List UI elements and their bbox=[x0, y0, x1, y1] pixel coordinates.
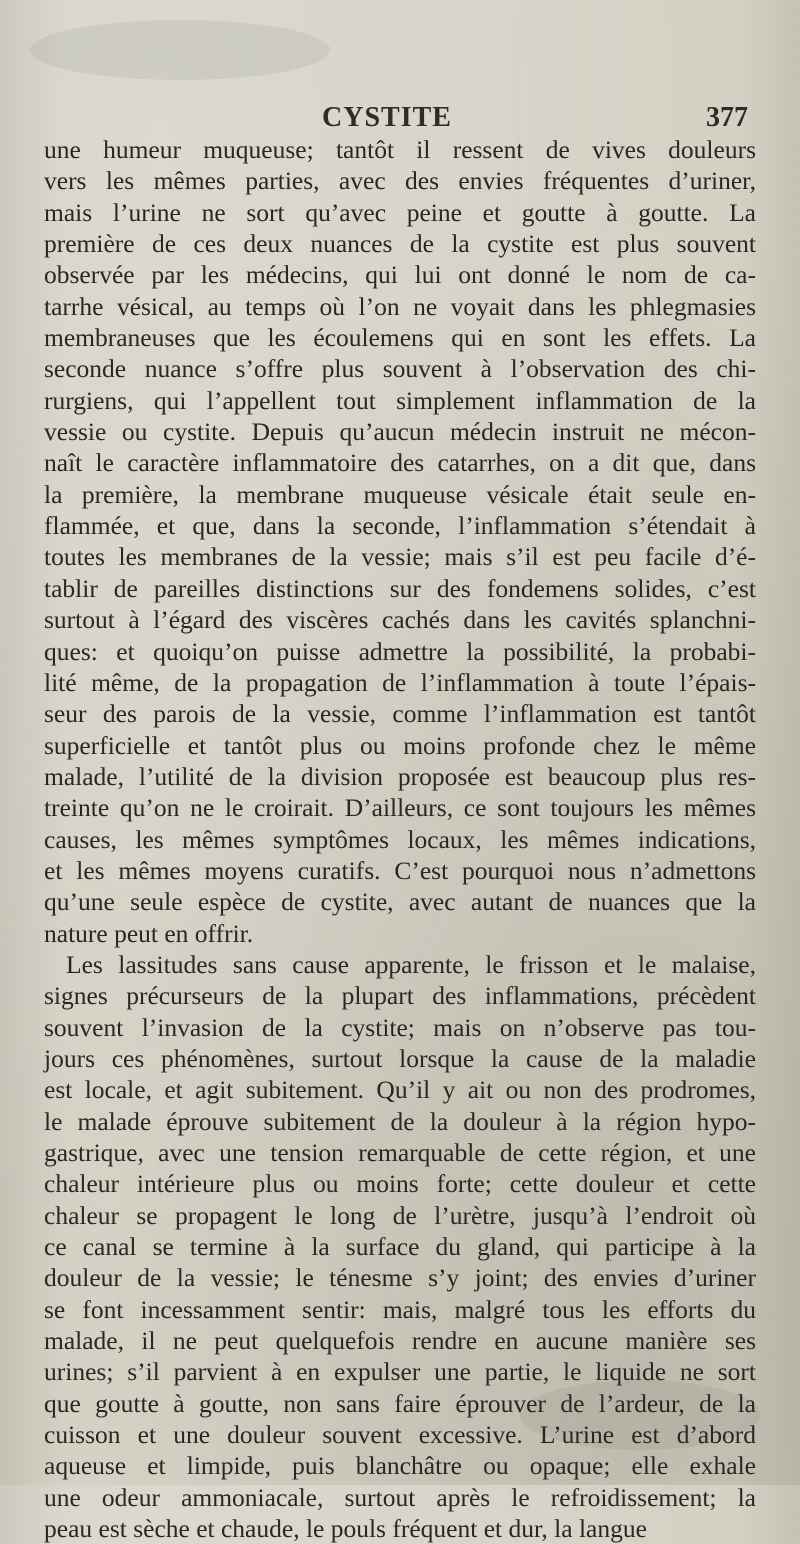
text-line: rurgiens, qui l’appellent tout simplement inflammation de la bbox=[44, 385, 756, 415]
text-line: jours ces phénomènes, surtout lorsque la cause de la maladie bbox=[44, 1043, 756, 1073]
text-line: superficielle et tantôt plus ou moins profonde chez le même bbox=[44, 730, 756, 760]
page-number: 377 bbox=[706, 102, 748, 133]
text-line: malade, il ne peut quelquefois rendre en aucune manière ses bbox=[44, 1326, 756, 1356]
text-line: signes précurseurs de la plupart des inflammations, précèdent bbox=[44, 981, 756, 1011]
text-line: nature peut en offrir. bbox=[44, 918, 254, 948]
text-line: membraneuses que les écoulemens qui en sont les effets. La bbox=[44, 323, 756, 353]
text-line: Les lassitudes sans cause apparente, le frisson et le malaise, bbox=[66, 949, 756, 979]
text-line: et les mêmes moyens curatifs. C’est pourquoi nous n’admettons bbox=[44, 855, 756, 885]
text-line: cuisson et une douleur souvent excessive. L’urine est d’abord bbox=[44, 1420, 756, 1450]
text-line: peau est sèche et chaude, le pouls fréquent et dur, la langue bbox=[44, 1514, 647, 1544]
text-line: aqueuse et limpide, puis blanchâtre ou opaque; elle exhale bbox=[44, 1451, 756, 1481]
text-line: vessie ou cystite. Depuis qu’aucun médecin instruit ne mécon- bbox=[44, 417, 756, 447]
text-line: mais l’urine ne sort qu’avec peine et goutte à goutte. La bbox=[44, 197, 756, 227]
text-line: ques: et quoiqu’on puisse admettre la possibilité, la probabi- bbox=[44, 636, 756, 666]
text-line: première de ces deux nuances de la cystite est plus souvent bbox=[44, 229, 756, 259]
text-line: chaleur intérieure plus ou moins forte; cette douleur et cette bbox=[44, 1169, 756, 1199]
paper-stain bbox=[30, 20, 330, 80]
text-line: une odeur ammoniacale, surtout après le refroidissement; la bbox=[44, 1482, 756, 1512]
text-line: se font incessamment sentir: mais, malgré tous les efforts du bbox=[44, 1294, 756, 1324]
text-line: toutes les membranes de la vessie; mais s’il est peu facile d’é- bbox=[44, 542, 756, 572]
text-line: tarrhe vésical, au temps où l’on ne voyait dans les phlegmasies bbox=[44, 291, 756, 321]
text-line: une humeur muqueuse; tantôt il ressent de vives douleurs bbox=[44, 135, 756, 164]
running-title: CYSTITE bbox=[322, 102, 452, 133]
text-line: malade, l’utilité de la division proposée est beaucoup plus res- bbox=[44, 761, 756, 791]
text-line: flammée, et que, dans la seconde, l’inflammation s’étendait à bbox=[44, 511, 756, 541]
text-line: naît le caractère inflammatoire des catarrhes, on a dit que, dans bbox=[44, 448, 756, 478]
text-line: la première, la membrane muqueuse vésicale était seule en- bbox=[44, 479, 756, 509]
text-line: seur des parois de la vessie, comme l’inflammation est tantôt bbox=[44, 699, 756, 729]
text-line: treinte qu’on ne le croirait. D’ailleurs, ce sont toujours les mêmes bbox=[44, 793, 756, 823]
text-line: que goutte à goutte, non sans faire éprouver de l’ardeur, de la bbox=[44, 1388, 756, 1418]
text-line: le malade éprouve subitement de la douleur à la région hypo- bbox=[44, 1106, 756, 1136]
body-text bbox=[44, 134, 756, 1544]
text-line: vers les mêmes parties, avec des envies fréquentes d’uriner, bbox=[44, 166, 756, 196]
text-line: chaleur se propagent le long de l’urètre, jusqu’à l’endroit où bbox=[44, 1200, 756, 1230]
text-line: tablir de pareilles distinctions sur des fondemens solides, c’est bbox=[44, 573, 756, 603]
text-line: gastrique, avec une tension remarquable de cette région, et une bbox=[44, 1138, 756, 1167]
text-line: douleur de la vessie; le ténesme s’y joint; des envies d’uriner bbox=[44, 1263, 756, 1293]
text-line: lité même, de la propagation de l’inflammation à toute l’épais- bbox=[44, 667, 756, 697]
text-line: seconde nuance s’offre plus souvent à l’observation des chi- bbox=[44, 354, 756, 384]
text-line: surtout à l’égard des viscères cachés dans les cavités splanchni- bbox=[44, 605, 756, 635]
text-line: qu’une seule espèce de cystite, avec autant de nuances que la bbox=[44, 887, 756, 917]
text-line: urines; s’il parvient à en expulser une partie, le liquide ne sort bbox=[44, 1357, 756, 1387]
page-header bbox=[0, 98, 800, 138]
text-line: ce canal se termine à la surface du gland, qui participe à la bbox=[44, 1232, 756, 1262]
text-line: est locale, et agit subitement. Qu’il y ait ou non des prodromes, bbox=[44, 1075, 756, 1105]
text-line: observée par les médecins, qui lui ont donné le nom de ca- bbox=[44, 260, 756, 290]
text-line: souvent l’invasion de la cystite; mais on n’observe pas tou- bbox=[44, 1012, 756, 1042]
text-line: causes, les mêmes symptômes locaux, les mêmes indications, bbox=[44, 824, 756, 854]
